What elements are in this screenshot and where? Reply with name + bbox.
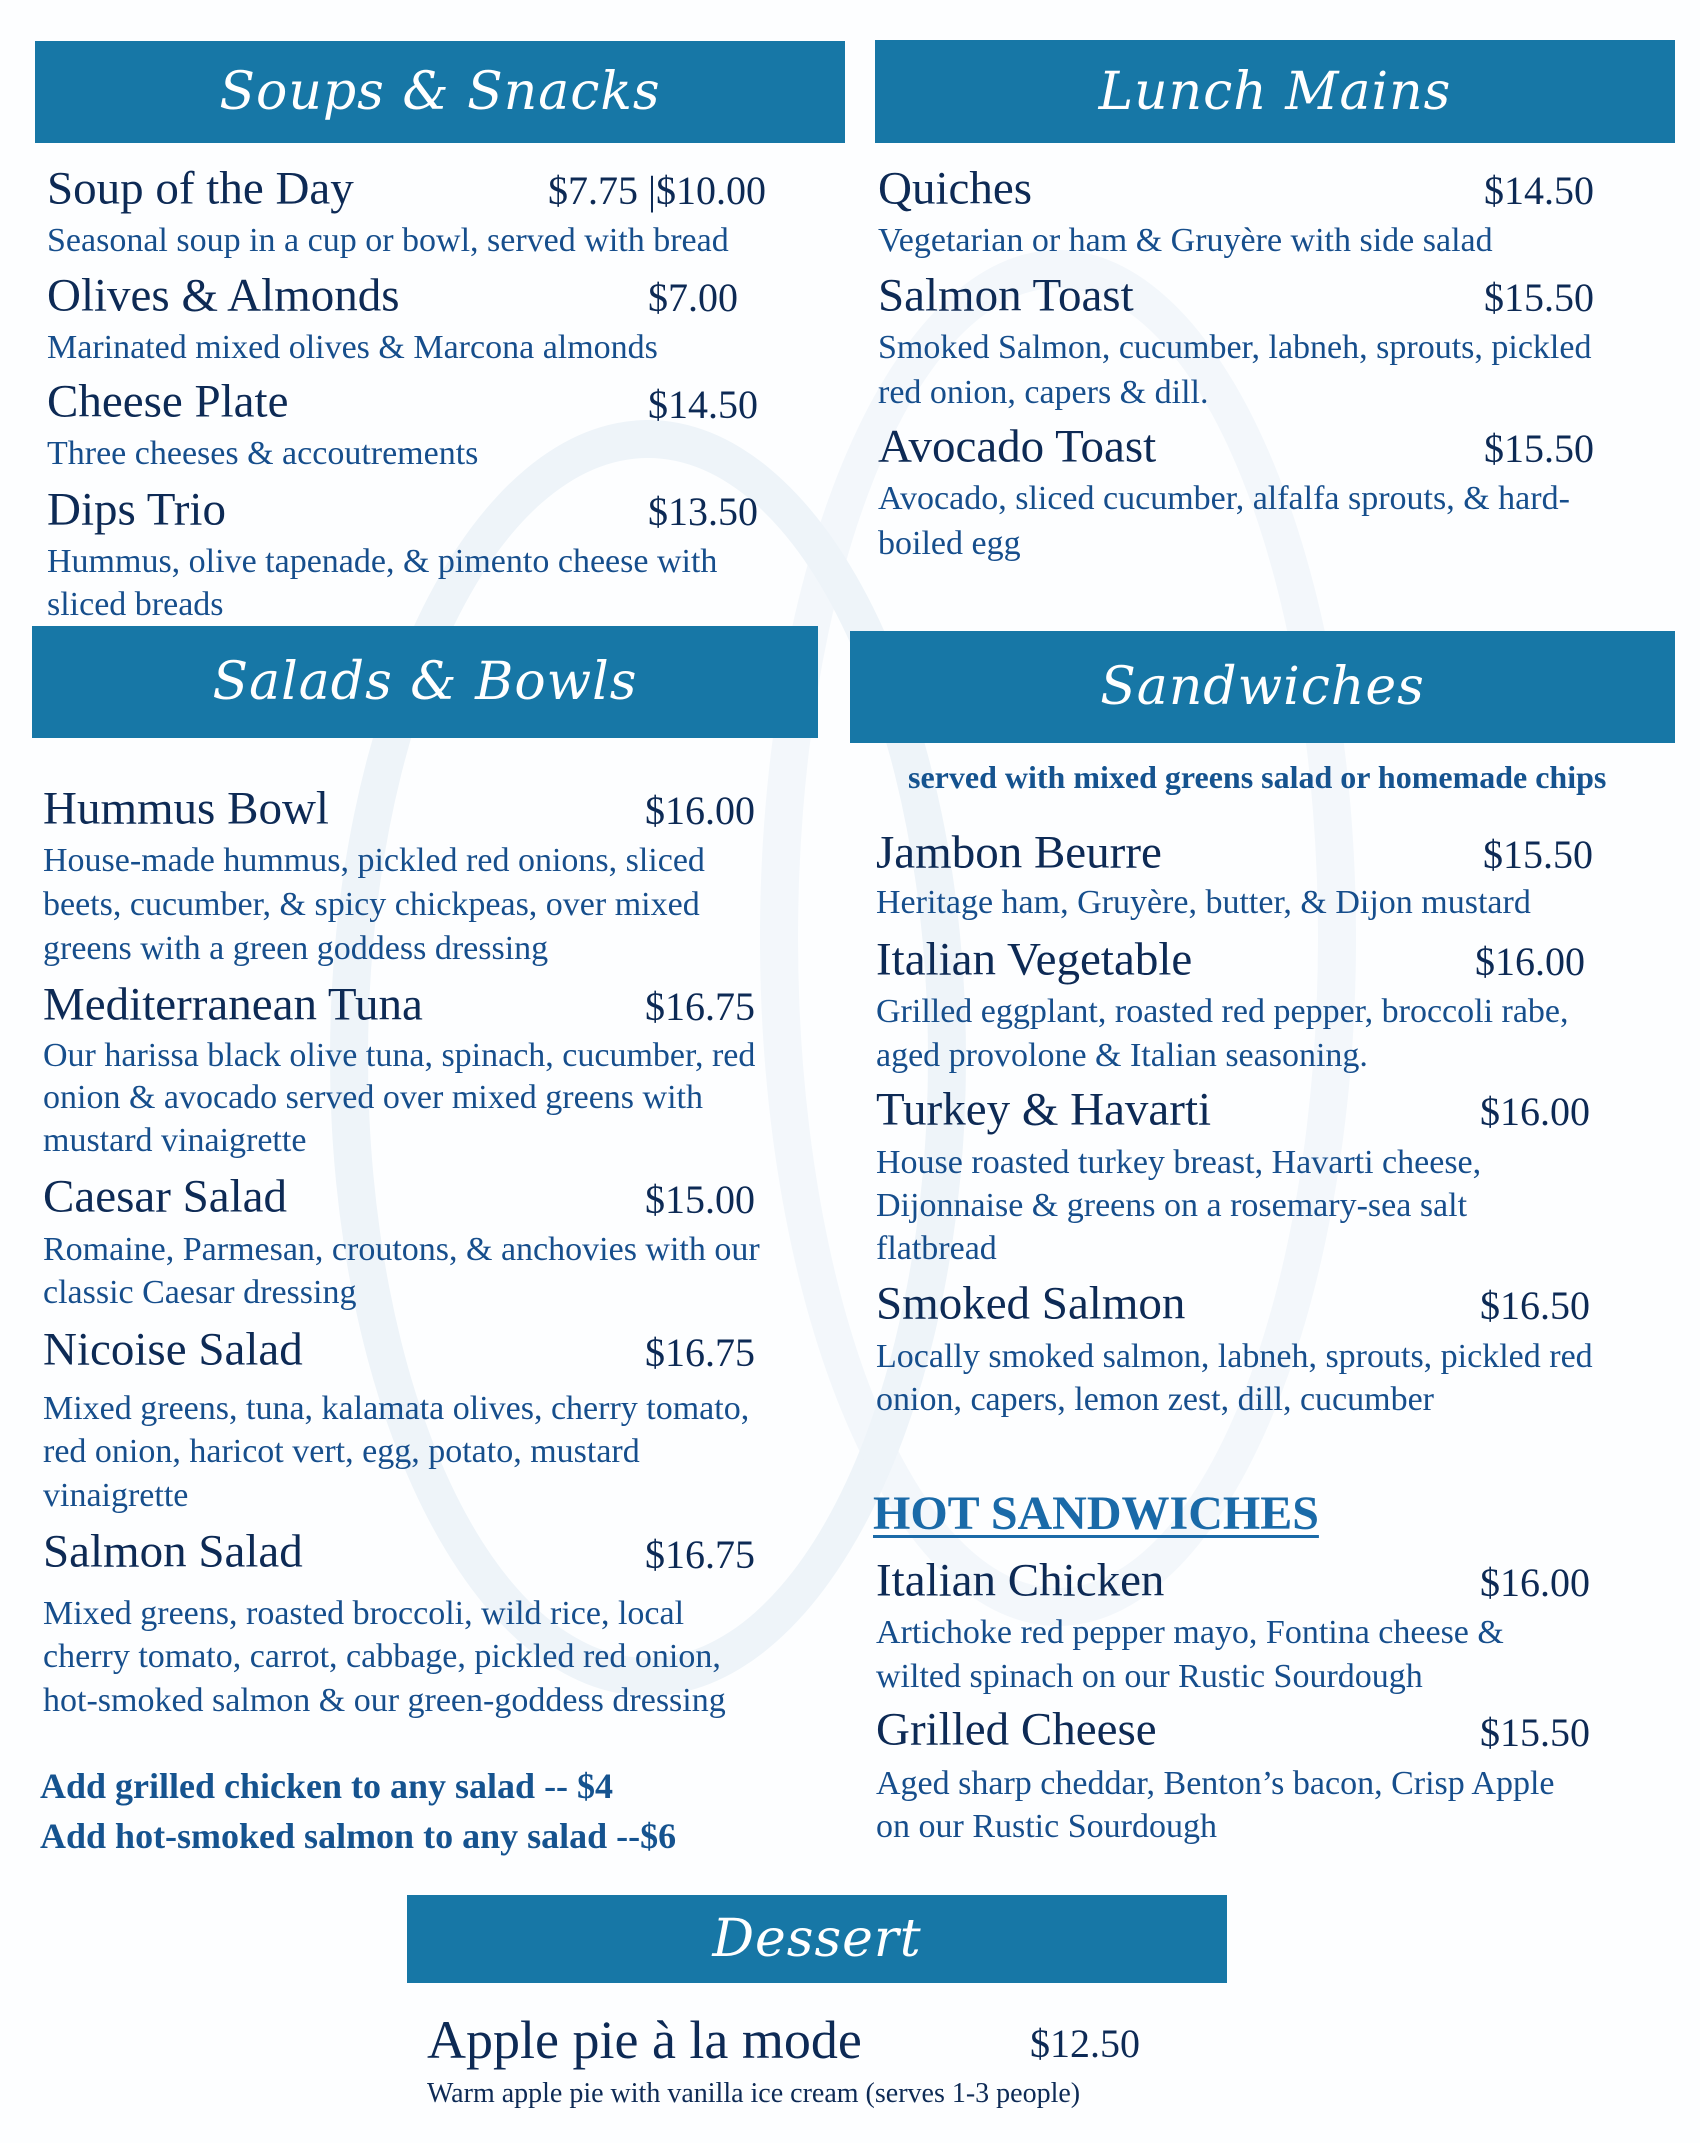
section-header-salads: [32, 626, 818, 738]
item-description: wilted spinach on our Rustic Sourdough: [876, 1658, 1423, 1695]
item-name: Salmon Salad: [43, 1525, 303, 1578]
item-description: on our Rustic Sourdough: [876, 1808, 1217, 1845]
item-description: Artichoke red pepper mayo, Fontina cheese &: [876, 1614, 1504, 1651]
item-description: Our harissa black olive tuna, spinach, cucumber, red: [43, 1037, 756, 1074]
item-description: onion & avocado served over mixed greens with: [43, 1079, 703, 1116]
section-header-lunch: [875, 40, 1675, 143]
item-name: Nicoise Salad: [43, 1323, 303, 1376]
item-price: $16.00: [1475, 939, 1585, 984]
item-description: cherry tomato, carrot, cabbage, pickled red onion,: [43, 1638, 721, 1675]
section-title: Dessert: [712, 1909, 922, 1969]
item-description: Seasonal soup in a cup or bowl, served with bread: [47, 222, 729, 259]
item-name: Grilled Cheese: [876, 1703, 1157, 1756]
item-description: Heritage ham, Gruyère, butter, & Dijon mustard: [876, 884, 1531, 921]
item-description: flatbread: [876, 1230, 997, 1267]
item-price: $16.75: [645, 1330, 755, 1375]
item-description: Romaine, Parmesan, croutons, & anchovies with our: [43, 1231, 760, 1268]
item-description: onion, capers, lemon zest, dill, cucumber: [876, 1381, 1434, 1418]
item-description: Smoked Salmon, cucumber, labneh, sprouts, pickled: [878, 329, 1592, 366]
item-description: mustard vinaigrette: [43, 1122, 307, 1159]
item-description: Mixed greens, roasted broccoli, wild rice, local: [43, 1595, 685, 1632]
item-description: Hummus, olive tapenade, & pimento cheese with: [47, 543, 718, 580]
item-price: $16.00: [645, 788, 755, 833]
item-description: Marinated mixed olives & Marcona almonds: [47, 329, 658, 366]
item-name: Quiches: [878, 162, 1033, 215]
salad-addon: Add hot-smoked salmon to any salad --$6: [40, 1816, 677, 1856]
item-description: Grilled eggplant, roasted red pepper, broccoli rabe,: [876, 993, 1569, 1030]
item-description: Locally smoked salmon, labneh, sprouts, pickled red: [876, 1338, 1593, 1375]
item-description: beets, cucumber, & spicy chickpeas, over mixed: [43, 886, 700, 923]
section-header-dessert: [407, 1895, 1227, 1983]
section-title: Sandwiches: [1100, 657, 1425, 717]
item-price: $14.50: [648, 382, 758, 427]
salad-addon: Add grilled chicken to any salad -- $4: [40, 1766, 614, 1806]
hot-sandwiches-heading: HOT SANDWICHES: [873, 1487, 1319, 1540]
item-name: Olives & Almonds: [47, 269, 400, 322]
item-price: $12.50: [1030, 2021, 1140, 2066]
item-name: Turkey & Havarti: [876, 1083, 1212, 1136]
item-description: red onion, capers & dill.: [878, 374, 1209, 411]
item-price: $13.50: [648, 489, 758, 534]
item-price: $15.50: [1480, 1710, 1590, 1755]
section-header-sandwiches: [850, 631, 1675, 743]
item-price: $14.50: [1484, 168, 1594, 213]
item-name: Caesar Salad: [43, 1170, 288, 1223]
item-description: red onion, haricot vert, egg, potato, mustard: [43, 1433, 640, 1470]
item-name: Soup of the Day: [47, 162, 354, 215]
item-description: classic Caesar dressing: [43, 1274, 357, 1311]
item-name: Cheese Plate: [47, 375, 289, 428]
sandwiches-note: served with mixed greens salad or homemade chips: [908, 759, 1607, 795]
item-description: aged provolone & Italian seasoning.: [876, 1037, 1368, 1074]
item-description: sliced breads: [47, 586, 224, 623]
section-header-soups: [35, 41, 845, 143]
item-price: $16.00: [1480, 1089, 1590, 1134]
item-price: $16.50: [1480, 1283, 1590, 1328]
section-title: Soups & Snacks: [219, 62, 661, 122]
item-description: Three cheeses & accoutrements: [47, 435, 479, 472]
item-name: Apple pie à la mode: [427, 2010, 862, 2070]
item-description: Mixed greens, tuna, kalamata olives, cherry tomato,: [43, 1390, 750, 1427]
item-price: $16.00: [1480, 1560, 1590, 1605]
item-name: Mediterranean Tuna: [43, 978, 423, 1031]
section-title: Salads & Bowls: [212, 652, 638, 712]
item-description: vinaigrette: [43, 1477, 189, 1514]
item-price: $16.75: [645, 1532, 755, 1577]
item-description: Aged sharp cheddar, Benton’s bacon, Crisp Apple: [876, 1765, 1555, 1802]
item-description: Vegetarian or ham & Gruyère with side salad: [878, 222, 1493, 259]
item-price: $15.50: [1484, 275, 1594, 320]
item-description: hot-smoked salmon & our green-goddess dressing: [43, 1682, 726, 1719]
item-price: $16.75: [645, 984, 755, 1029]
item-price: $15.50: [1483, 832, 1593, 877]
item-description: Avocado, sliced cucumber, alfalfa sprouts, & hard-: [878, 480, 1570, 517]
item-name: Dips Trio: [47, 483, 226, 536]
item-description: House roasted turkey breast, Havarti cheese,: [876, 1144, 1482, 1181]
item-name: Smoked Salmon: [876, 1277, 1186, 1330]
item-price: $7.00: [648, 275, 738, 320]
item-name: Italian Vegetable: [876, 933, 1193, 986]
item-description: greens with a green goddess dressing: [43, 930, 549, 967]
item-description: Dijonnaise & greens on a rosemary-sea salt: [876, 1187, 1468, 1224]
item-name: Avocado Toast: [878, 420, 1157, 473]
item-name: Jambon Beurre: [876, 826, 1162, 879]
item-description: Warm apple pie with vanilla ice cream (serves 1-3 people): [427, 2078, 1081, 2109]
item-name: Salmon Toast: [878, 269, 1134, 322]
section-title: Lunch Mains: [1098, 61, 1452, 122]
item-description: boiled egg: [878, 525, 1021, 562]
item-price: $15.50: [1484, 426, 1594, 471]
item-name: Italian Chicken: [876, 1554, 1165, 1607]
item-description: House-made hummus, pickled red onions, sliced: [43, 842, 705, 879]
item-name: Hummus Bowl: [43, 782, 329, 835]
item-price: $15.00: [645, 1177, 755, 1222]
item-price: $7.75 |$10.00: [548, 168, 767, 213]
